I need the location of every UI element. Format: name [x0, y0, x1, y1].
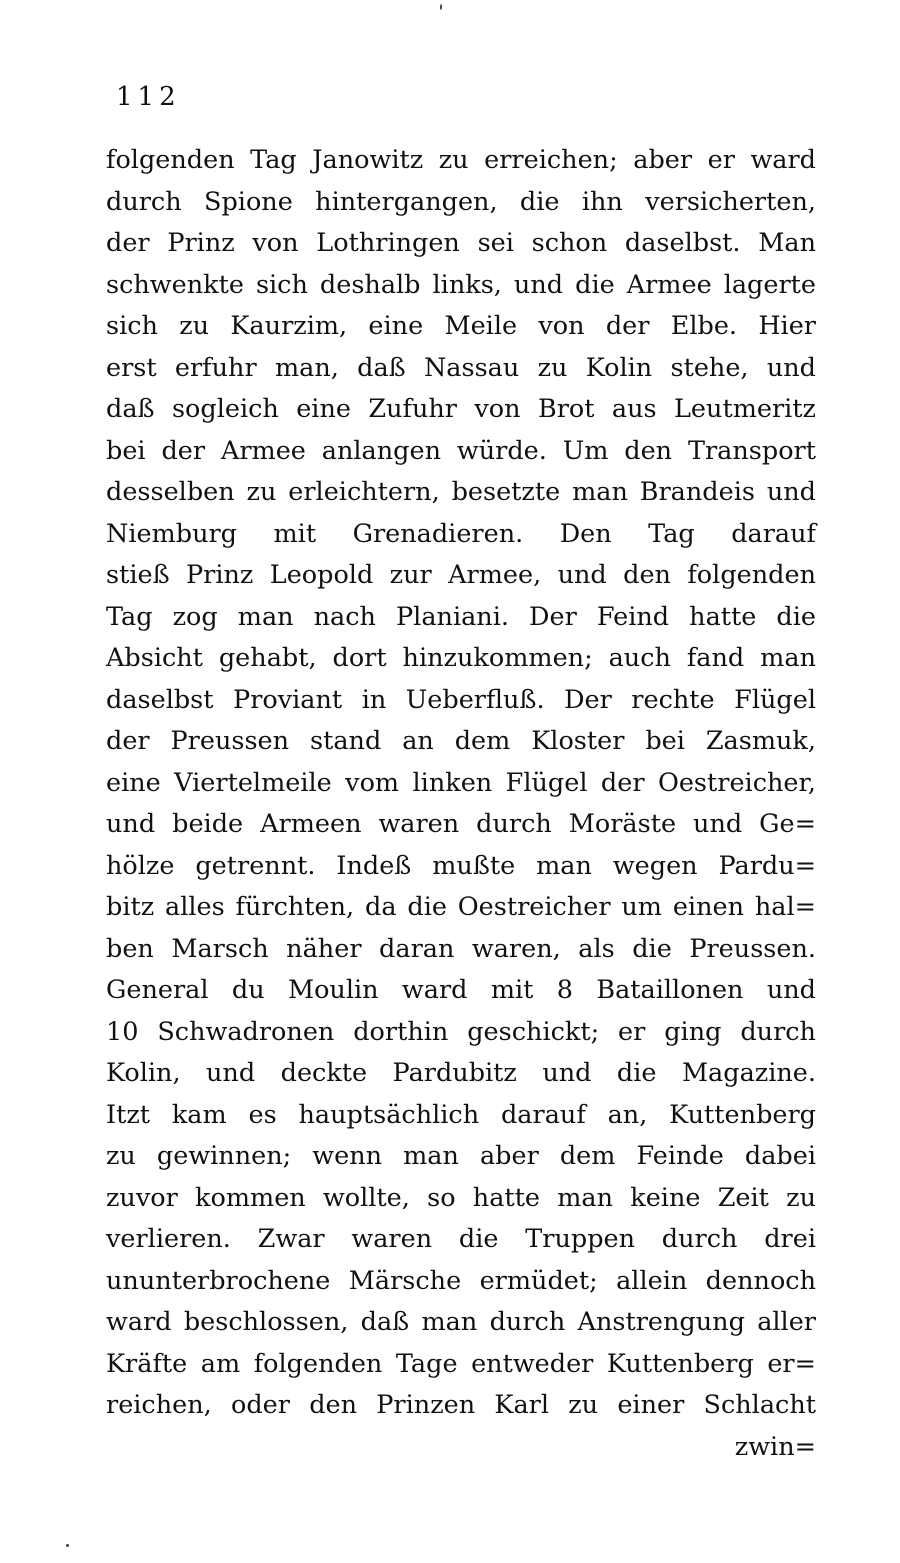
- text-line: reichen, oder den Prinzen Karl zu einer Schlacht: [106, 1390, 816, 1420]
- text-line: General du Moulin ward mit 8 Bataillonen und: [106, 975, 816, 1005]
- text-line: Kolin, und deckte Pardubitz und die Magazine.: [106, 1058, 816, 1088]
- text-line: hölze getrennt. Indeß mußte man wegen Pardu=: [106, 850, 816, 881]
- text-line: bei der Armee anlangen würde. Um den Transport: [106, 435, 816, 466]
- ink-speck: [440, 4, 442, 10]
- text-line: verlieren. Zwar waren die Truppen durch drei: [106, 1224, 816, 1254]
- text-line: Itzt kam es hauptsächlich darauf an, Kuttenberg: [106, 1099, 816, 1130]
- text-line: Tag zog man nach Planiani. Der Feind hatte die: [106, 601, 816, 632]
- text-line: bitz alles fürchten, da die Oestreicher um einen hal=: [106, 892, 816, 922]
- text-line: Niemburg mit Grenadieren. Den Tag darauf: [106, 518, 816, 549]
- page-number: 112: [116, 82, 181, 112]
- text-line: erst erfuhr man, daß Nassau zu Kolin stehe, und: [106, 352, 816, 383]
- text-line: schwenkte sich deshalb links, und die Armee lagerte: [106, 269, 816, 300]
- text-line: ward beschlossen, daß man durch Anstrengung aller: [106, 1307, 816, 1337]
- text-line: Kräfte am folgenden Tage entweder Kuttenberg er=: [106, 1348, 816, 1379]
- text-line: desselben zu erleichtern, besetzte man Brandeis und: [106, 477, 816, 507]
- text-line: sich zu Kaurzim, eine Meile von der Elbe. Hier: [106, 311, 816, 341]
- text-line: stieß Prinz Leopold zur Armee, und den folgenden: [106, 560, 816, 590]
- text-line: durch Spione hintergangen, die ihn versicherten,: [106, 186, 816, 217]
- text-line: und beide Armeen waren durch Moräste und Ge=: [106, 809, 816, 839]
- text-line: folgenden Tag Janowitz zu erreichen; aber er ward: [106, 145, 816, 175]
- text-line: daselbst Proviant in Ueberfluß. Der rechte Flügel: [106, 684, 816, 715]
- text-line: der Preussen stand an dem Kloster bei Zasmuk,: [106, 726, 816, 756]
- ink-speck: [66, 1544, 69, 1547]
- text-line: ben Marsch näher daran waren, als die Preussen.: [106, 933, 816, 964]
- text-line: zu gewinnen; wenn man aber dem Feinde dabei: [106, 1141, 816, 1171]
- text-line: eine Viertelmeile vom linken Flügel der Oestreicher,: [106, 767, 816, 798]
- text-line: der Prinz von Lothringen sei schon daselbst. Man: [106, 228, 816, 258]
- text-line: ununterbrochene Märsche ermüdet; allein dennoch: [106, 1265, 816, 1296]
- text-line: daß sogleich eine Zufuhr von Brot aus Leutmeritz: [106, 394, 816, 424]
- catchword: zwin=: [734, 1431, 816, 1462]
- text-line: Absicht gehabt, dort hinzukommen; auch fand man: [106, 643, 816, 673]
- text-line: 10 Schwadronen dorthin geschickt; er ging durch: [106, 1016, 816, 1047]
- text-line: zuvor kommen wollte, so hatte man keine Zeit zu: [106, 1182, 816, 1213]
- body-text: [106, 140, 816, 1468]
